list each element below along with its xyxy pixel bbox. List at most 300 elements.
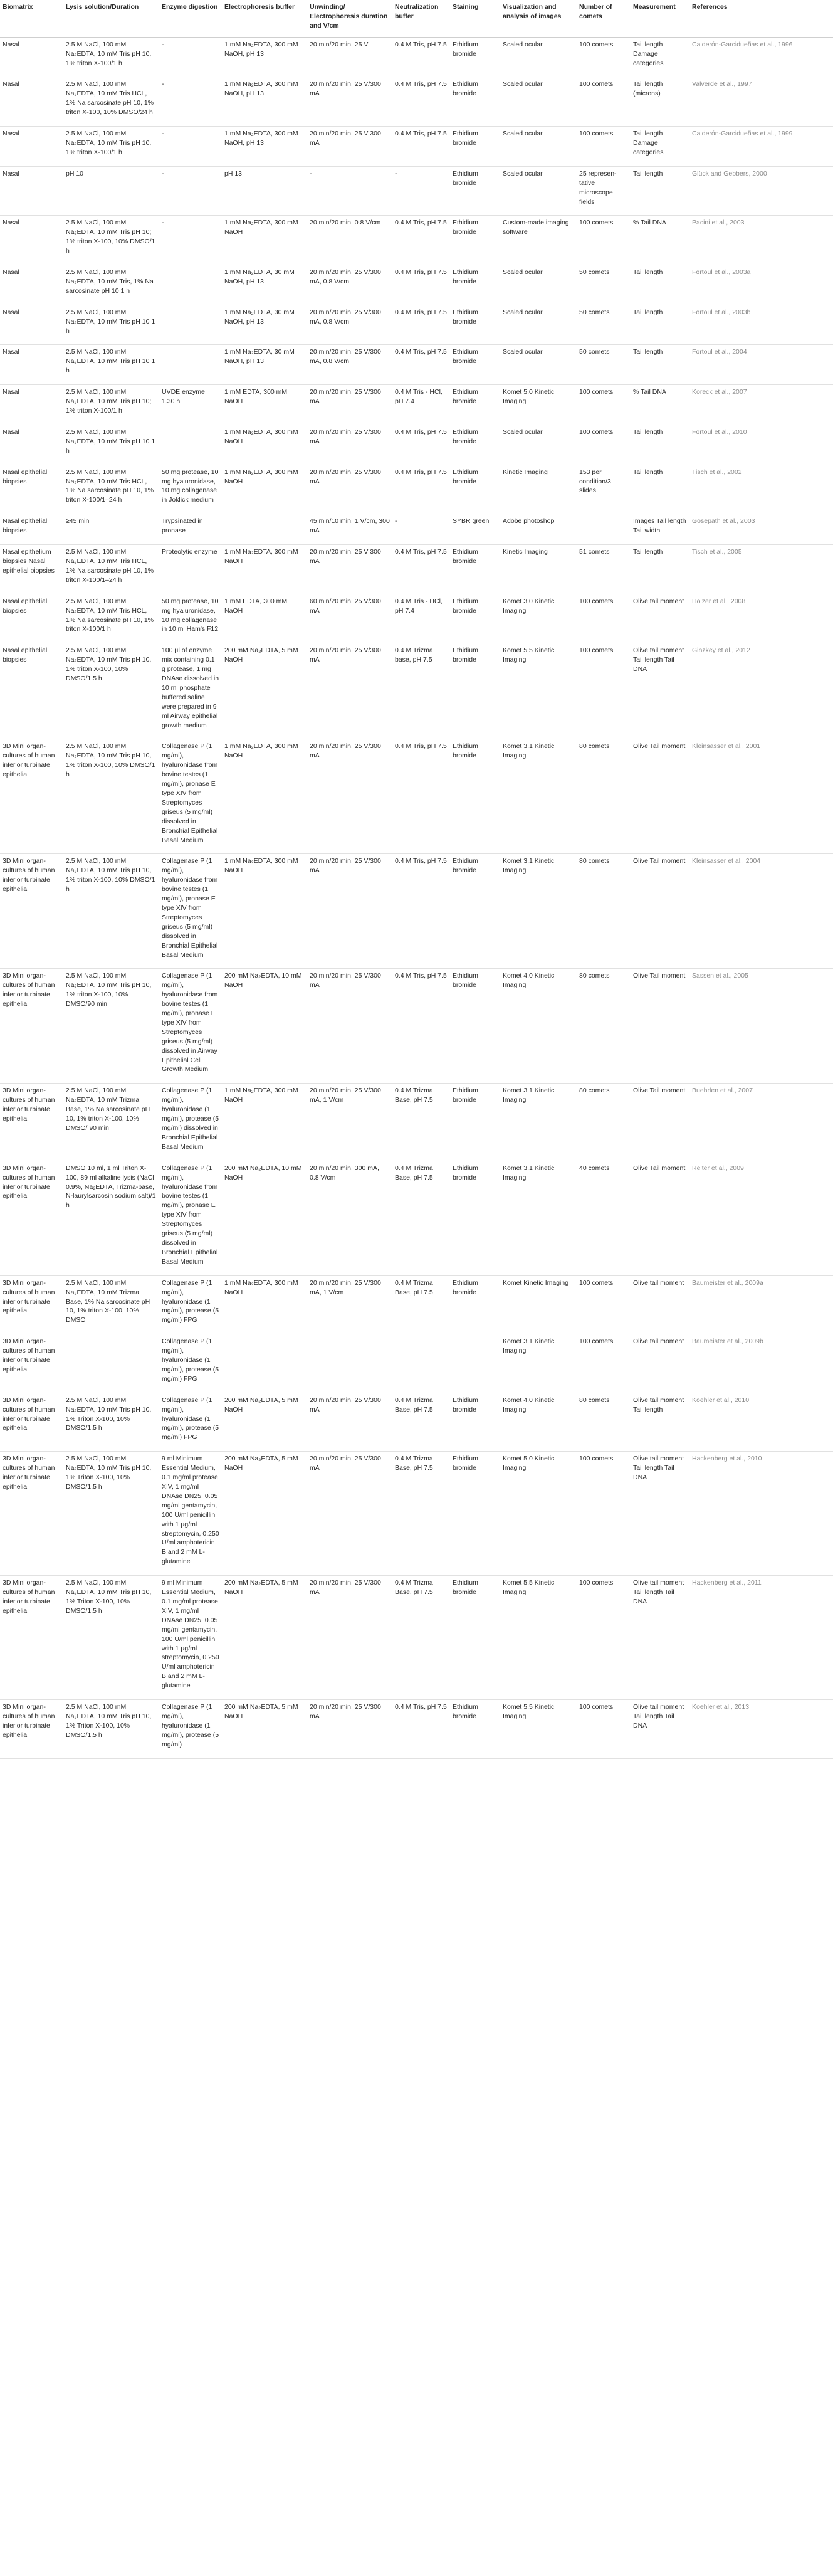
- cell-staining: Ethidium bromide: [450, 545, 500, 594]
- cell-lysis: 2.5 M NaCl, 100 mM Na₂EDTA, 10 mM Tris pH 10, 1% triton X-100/1 h: [63, 37, 159, 77]
- cell-measurement: % Tail DNA: [631, 385, 689, 425]
- cell-neutralization: [392, 1334, 450, 1393]
- cell-lysis: 2.5 M NaCl, 100 mM Na₂EDTA, 10 mM Tris pH 10, 1% Triton X-100, 10% DMSO/1.5 h: [63, 1700, 159, 1759]
- cell-biomatrix: Nasal: [0, 77, 63, 127]
- cell-enzyme: Collagenase P (1 mg/ml), hyaluronidase (1 mg/ml), protease (5 mg/ml) dissolved in Bronchial Epithelial Basal Medium: [159, 1084, 222, 1161]
- cell-enzyme: [159, 305, 222, 345]
- cell-comets: 50 comets: [577, 345, 631, 385]
- header-comets: Number of comets: [577, 0, 631, 37]
- cell-visualization: Scaled ocular: [500, 37, 577, 77]
- cell-electrophoresis-buffer: [222, 514, 307, 545]
- cell-enzyme: 9 ml Minimum Essential Medium, 0.1 mg/ml protease XIV, 1 mg/ml DNAse DN25, 0.05 mg/ml gentamycin, 100 U/ml penicillin with 1 µg/ml streptomycin, 0.250 U/ml amphotericin B and 2 mM L-glutamine: [159, 1452, 222, 1576]
- cell-staining: Ethidium bromide: [450, 345, 500, 385]
- cell-neutralization: -: [392, 514, 450, 545]
- cell-lysis: 2.5 M NaCl, 100 mM Na₂EDTA, 10 mM Tris HCL, 1% Na sarcosinate pH 10, 1% triton X-100/1–24 h: [63, 465, 159, 514]
- cell-unwinding: 20 min/20 min, 25 V/300 mA: [307, 465, 392, 514]
- cell-lysis: 2.5 M NaCl, 100 mM Na₂EDTA, 10 mM Tris pH 10, 1% Triton X-100, 10% DMSO/1.5 h: [63, 1393, 159, 1452]
- table-row: [0, 1161, 833, 1275]
- cell-enzyme: Collagenase P (1 mg/ml), hyaluronidase from bovine testes (1 mg/ml), pronase E type XIV from Streptomyces griseus (5 mg/ml) dissolved in Bronchial Epithelial Basal Medium: [159, 1161, 222, 1275]
- table-body: [0, 37, 833, 1758]
- table-row: [0, 739, 833, 854]
- cell-electrophoresis-buffer: 1 mM Na₂EDTA, 30 mM NaOH, pH 13: [222, 345, 307, 385]
- cell-comets: 80 comets: [577, 854, 631, 969]
- cell-comets: 153 per condition/3 slides: [577, 465, 631, 514]
- cell-biomatrix: Nasal: [0, 127, 63, 167]
- cell-unwinding: 20 min/20 min, 25 V/300 mA, 0.8 V/cm: [307, 345, 392, 385]
- cell-measurement: Olive Tail moment: [631, 854, 689, 969]
- cell-biomatrix: Nasal: [0, 425, 63, 465]
- cell-visualization: Komet 4.0 Kinetic Imaging: [500, 1393, 577, 1452]
- cell-electrophoresis-buffer: 200 mM Na₂EDTA, 5 mM NaOH: [222, 1452, 307, 1576]
- cell-enzyme: [159, 265, 222, 305]
- cell-electrophoresis-buffer: 1 mM Na₂EDTA, 300 mM NaOH: [222, 216, 307, 265]
- cell-electrophoresis-buffer: 1 mM Na₂EDTA, 300 mM NaOH, pH 13: [222, 37, 307, 77]
- cell-staining: Ethidium bromide: [450, 77, 500, 127]
- cell-reference: Glück and Gebbers, 2000: [689, 166, 833, 216]
- cell-enzyme: Trypsinated in pronase: [159, 514, 222, 545]
- cell-staining: Ethidium bromide: [450, 216, 500, 265]
- cell-lysis: 2.5 M NaCl, 100 mM Na₂EDTA, 10 mM Tris pH 10; 1% triton X-100, 10% DMSO/1 h: [63, 216, 159, 265]
- cell-reference: Fortoul et al., 2003b: [689, 305, 833, 345]
- cell-comets: 50 comets: [577, 305, 631, 345]
- cell-enzyme: Collagenase P (1 mg/ml), hyaluronidase (1 mg/ml), protease (5 mg/ml): [159, 1700, 222, 1759]
- cell-measurement: Olive tail moment: [631, 1334, 689, 1393]
- table-row: [0, 77, 833, 127]
- cell-comets: 100 comets: [577, 216, 631, 265]
- cell-unwinding: 20 min/20 min, 25 V/300 mA, 0.8 V/cm: [307, 265, 392, 305]
- cell-biomatrix: Nasal epithelial biopsies: [0, 514, 63, 545]
- table-row: [0, 465, 833, 514]
- cell-neutralization: 0.4 M Trizma base, pH 7.5: [392, 643, 450, 739]
- cell-staining: [450, 1334, 500, 1393]
- cell-visualization: Kinetic Imaging: [500, 465, 577, 514]
- cell-neutralization: 0.4 M Tris, pH 7.5: [392, 739, 450, 854]
- cell-comets: 100 comets: [577, 37, 631, 77]
- cell-unwinding: 20 min/20 min, 25 V/300 mA, 0.8 V/cm: [307, 305, 392, 345]
- header-neutralization: Neutralization buffer: [392, 0, 450, 37]
- cell-enzyme: 50 mg protease, 10 mg hyaluronidase, 10 mg collagenase in Joklick medium: [159, 465, 222, 514]
- cell-enzyme: -: [159, 37, 222, 77]
- cell-neutralization: 0.4 M Tris, pH 7.5: [392, 1700, 450, 1759]
- table-row: [0, 969, 833, 1084]
- cell-staining: Ethidium bromide: [450, 1452, 500, 1576]
- cell-neutralization: 0.4 M Tris, pH 7.5: [392, 425, 450, 465]
- cell-electrophoresis-buffer: 1 mM Na₂EDTA, 300 mM NaOH: [222, 465, 307, 514]
- cell-biomatrix: 3D Mini organ-cultures of human inferior turbinate epithelia: [0, 1452, 63, 1576]
- cell-staining: Ethidium bromide: [450, 1275, 500, 1334]
- cell-measurement: % Tail DNA: [631, 216, 689, 265]
- cell-biomatrix: Nasal epithelial biopsies: [0, 594, 63, 643]
- cell-unwinding: 20 min/20 min, 25 V/300 mA: [307, 425, 392, 465]
- cell-visualization: Komet Kinetic Imaging: [500, 1275, 577, 1334]
- cell-unwinding: 20 min/20 min, 25 V/300 mA: [307, 1576, 392, 1700]
- cell-neutralization: 0.4 M Trizma Base, pH 7.5: [392, 1161, 450, 1275]
- cell-measurement: Olive tail moment Tail length Tail DNA: [631, 1700, 689, 1759]
- table-row: [0, 1393, 833, 1452]
- cell-comets: 100 comets: [577, 77, 631, 127]
- cell-comets: 80 comets: [577, 1084, 631, 1161]
- cell-lysis: 2.5 M NaCl, 100 mM Na₂EDTA, 10 mM Tris pH 10 1 h: [63, 345, 159, 385]
- cell-electrophoresis-buffer: 1 mM EDTA, 300 mM NaOH: [222, 385, 307, 425]
- cell-measurement: Olive Tail moment: [631, 1084, 689, 1161]
- cell-biomatrix: Nasal epithelial biopsies: [0, 465, 63, 514]
- table-row: [0, 1084, 833, 1161]
- cell-enzyme: Collagenase P (1 mg/ml), hyaluronidase (1 mg/ml), protease (5 mg/ml) FPG: [159, 1393, 222, 1452]
- cell-reference: Valverde et al., 1997: [689, 77, 833, 127]
- cell-reference: Sassen et al., 2005: [689, 969, 833, 1084]
- cell-enzyme: Collagenase P (1 mg/ml), hyaluronidase (1 mg/ml), protease (5 mg/ml) FPG: [159, 1275, 222, 1334]
- cell-visualization: Custom-made imaging software: [500, 216, 577, 265]
- cell-neutralization: 0.4 M Trizma Base, pH 7.5: [392, 1393, 450, 1452]
- cell-biomatrix: Nasal epithelial biopsies: [0, 643, 63, 739]
- cell-lysis: 2.5 M NaCl, 100 mM Na₂EDTA, 10 mM Tris pH 10, 1% triton X-100, 10% DMSO/1 h: [63, 739, 159, 854]
- cell-neutralization: 0.4 M Trizma Base, pH 7.5: [392, 1084, 450, 1161]
- header-visualization: Visualization and analysis of images: [500, 0, 577, 37]
- cell-biomatrix: Nasal: [0, 265, 63, 305]
- cell-lysis: 2.5 M NaCl, 100 mM Na₂EDTA, 10 mM Tris HCL, 1% Na sarcosinate pH 10, 1% triton X-100, 10% DMSO/24 h: [63, 77, 159, 127]
- cell-biomatrix: 3D Mini organ-cultures of human inferior turbinate epithelia: [0, 1700, 63, 1759]
- cell-enzyme: UVDE enzyme 1.30 h: [159, 385, 222, 425]
- cell-electrophoresis-buffer: 1 mM Na₂EDTA, 300 mM NaOH: [222, 739, 307, 854]
- cell-biomatrix: 3D Mini organ-cultures of human inferior turbinate epithelia: [0, 1275, 63, 1334]
- cell-enzyme: Collagenase P (1 mg/ml), hyaluronidase from bovine testes (1 mg/ml), pronase E type XIV from Streptomyces griseus (5 mg/ml) dissolved in Bronchial Epithelial Basal Medium: [159, 739, 222, 854]
- cell-reference: Tisch et al., 2002: [689, 465, 833, 514]
- cell-reference: Calderón-Garcidueñas et al., 1996: [689, 37, 833, 77]
- cell-unwinding: 20 min/20 min, 25 V/300 mA: [307, 643, 392, 739]
- cell-reference: Fortoul et al., 2004: [689, 345, 833, 385]
- cell-lysis: ≥45 min: [63, 514, 159, 545]
- cell-measurement: Tail length Damage categories: [631, 127, 689, 167]
- cell-lysis: 2.5 M NaCl, 100 mM Na₂EDTA, 10 mM Tris pH 10, 1% triton X-100, 10% DMSO/1 h: [63, 854, 159, 969]
- cell-electrophoresis-buffer: 200 mM Na₂EDTA, 5 mM NaOH: [222, 1393, 307, 1452]
- cell-measurement: Tail length: [631, 166, 689, 216]
- cell-lysis: 2.5 M NaCl, 100 mM Na₂EDTA, 10 mM Tris pH 10, 1% Triton X-100, 10% DMSO/1.5 h: [63, 1576, 159, 1700]
- cell-unwinding: [307, 1334, 392, 1393]
- cell-unwinding: 20 min/20 min, 300 mA, 0.8 V/cm: [307, 1161, 392, 1275]
- cell-reference: Reiter et al., 2009: [689, 1161, 833, 1275]
- cell-staining: Ethidium bromide: [450, 969, 500, 1084]
- cell-measurement: Olive Tail moment: [631, 969, 689, 1084]
- cell-staining: Ethidium bromide: [450, 1700, 500, 1759]
- cell-neutralization: 0.4 M Tris, pH 7.5: [392, 37, 450, 77]
- cell-lysis: 2.5 M NaCl, 100 mM Na₂EDTA, 10 mM Trizma Base, 1% Na sarcosinate pH 10, 1% triton X-100, 10% DMSO/ 90 min: [63, 1084, 159, 1161]
- cell-neutralization: 0.4 M Tris, pH 7.5: [392, 545, 450, 594]
- table-row: [0, 1452, 833, 1576]
- cell-neutralization: 0.4 M Tris - HCl, pH 7.4: [392, 385, 450, 425]
- cell-staining: Ethidium bromide: [450, 385, 500, 425]
- cell-neutralization: 0.4 M Tris, pH 7.5: [392, 345, 450, 385]
- cell-staining: Ethidium bromide: [450, 1576, 500, 1700]
- cell-comets: 100 comets: [577, 1275, 631, 1334]
- cell-unwinding: 45 min/10 min, 1 V/cm, 300 mA: [307, 514, 392, 545]
- cell-measurement: Tail length (microns): [631, 77, 689, 127]
- cell-staining: Ethidium bromide: [450, 643, 500, 739]
- cell-neutralization: 0.4 M Tris, pH 7.5: [392, 216, 450, 265]
- cell-neutralization: -: [392, 166, 450, 216]
- cell-lysis: 2.5 M NaCl, 100 mM Na₂EDTA, 10 mM Tris HCL, 1% Na sarcosinate pH 10, 1% triton X-100/1 h: [63, 594, 159, 643]
- cell-visualization: Scaled ocular: [500, 127, 577, 167]
- cell-reference: Koreck et al., 2007: [689, 385, 833, 425]
- cell-measurement: Olive tail moment Tail length: [631, 1393, 689, 1452]
- cell-unwinding: 20 min/20 min, 25 V/300 mA: [307, 969, 392, 1084]
- cell-neutralization: 0.4 M Trizma Base, pH 7.5: [392, 1576, 450, 1700]
- cell-enzyme: 50 mg protease, 10 mg hyaluronidase, 10 mg collagenase in 10 ml Ham's F12: [159, 594, 222, 643]
- cell-enzyme: -: [159, 166, 222, 216]
- cell-measurement: Images Tail length Tail width: [631, 514, 689, 545]
- cell-biomatrix: 3D Mini organ-cultures of human inferior turbinate epithelia: [0, 854, 63, 969]
- cell-lysis: 2.5 M NaCl, 100 mM Na₂EDTA, 10 mM Tris pH 10, 1% triton X-100/1 h: [63, 127, 159, 167]
- table-row: [0, 385, 833, 425]
- cell-reference: Fortoul et al., 2003a: [689, 265, 833, 305]
- cell-visualization: Komet 5.5 Kinetic Imaging: [500, 643, 577, 739]
- cell-staining: SYBR green: [450, 514, 500, 545]
- cell-unwinding: 20 min/20 min, 25 V/300 mA: [307, 1393, 392, 1452]
- cell-unwinding: 20 min/20 min, 25 V/300 mA: [307, 77, 392, 127]
- table-row: [0, 425, 833, 465]
- cell-biomatrix: 3D Mini organ-cultures of human inferior turbinate epithelia: [0, 969, 63, 1084]
- cell-lysis: 2.5 M NaCl, 100 mM Na₂EDTA, 10 mM Tris pH 10 1 h: [63, 425, 159, 465]
- cell-biomatrix: 3D Mini organ-cultures of human inferior turbinate epithelia: [0, 1576, 63, 1700]
- cell-biomatrix: Nasal: [0, 345, 63, 385]
- cell-reference: Hölzer et al., 2008: [689, 594, 833, 643]
- cell-staining: Ethidium bromide: [450, 265, 500, 305]
- cell-electrophoresis-buffer: pH 13: [222, 166, 307, 216]
- cell-reference: Hackenberg et al., 2011: [689, 1576, 833, 1700]
- cell-visualization: Scaled ocular: [500, 305, 577, 345]
- cell-unwinding: 20 min/20 min, 0.8 V/cm: [307, 216, 392, 265]
- table-row: [0, 1576, 833, 1700]
- table-row: [0, 305, 833, 345]
- cell-reference: Koehler et al., 2010: [689, 1393, 833, 1452]
- cell-measurement: Olive tail moment: [631, 594, 689, 643]
- cell-unwinding: 20 min/20 min, 25 V: [307, 37, 392, 77]
- cell-visualization: Adobe photoshop: [500, 514, 577, 545]
- cell-visualization: Komet 5.5 Kinetic Imaging: [500, 1700, 577, 1759]
- cell-electrophoresis-buffer: 200 mM Na₂EDTA, 5 mM NaOH: [222, 1700, 307, 1759]
- cell-visualization: Komet 5.5 Kinetic Imaging: [500, 1576, 577, 1700]
- cell-enzyme: [159, 425, 222, 465]
- cell-reference: Buehrlen et al., 2007: [689, 1084, 833, 1161]
- cell-visualization: Scaled ocular: [500, 265, 577, 305]
- cell-visualization: Komet 3.1 Kinetic Imaging: [500, 1161, 577, 1275]
- cell-staining: Ethidium bromide: [450, 854, 500, 969]
- cell-staining: Ethidium bromide: [450, 37, 500, 77]
- cell-measurement: Tail length: [631, 305, 689, 345]
- cell-reference: Gosepath et al., 2003: [689, 514, 833, 545]
- cell-visualization: Kinetic Imaging: [500, 545, 577, 594]
- cell-staining: Ethidium bromide: [450, 305, 500, 345]
- cell-comets: 80 comets: [577, 969, 631, 1084]
- header-unwinding: Unwinding/ Electrophoresis duration and V/cm: [307, 0, 392, 37]
- cell-unwinding: 20 min/20 min, 25 V/300 mA: [307, 739, 392, 854]
- cell-neutralization: 0.4 M Trizma Base, pH 7.5: [392, 1275, 450, 1334]
- cell-enzyme: -: [159, 127, 222, 167]
- cell-unwinding: 20 min/20 min, 25 V/300 mA, 1 V/cm: [307, 1275, 392, 1334]
- cell-measurement: Olive tail moment Tail length Tail DNA: [631, 1452, 689, 1576]
- cell-comets: 100 comets: [577, 1452, 631, 1576]
- cell-comets: 100 comets: [577, 127, 631, 167]
- cell-neutralization: 0.4 M Tris, pH 7.5: [392, 127, 450, 167]
- cell-electrophoresis-buffer: 200 mM Na₂EDTA, 10 mM NaOH: [222, 1161, 307, 1275]
- cell-staining: Ethidium bromide: [450, 594, 500, 643]
- cell-visualization: Scaled ocular: [500, 425, 577, 465]
- cell-biomatrix: Nasal: [0, 385, 63, 425]
- cell-measurement: Tail length: [631, 345, 689, 385]
- cell-comets: 100 comets: [577, 425, 631, 465]
- cell-visualization: Scaled ocular: [500, 166, 577, 216]
- cell-enzyme: Proteolytic enzyme: [159, 545, 222, 594]
- header-enzyme: Enzyme digestion: [159, 0, 222, 37]
- cell-visualization: Komet 5.0 Kinetic Imaging: [500, 1452, 577, 1576]
- table-row: [0, 643, 833, 739]
- cell-visualization: Komet 3.1 Kinetic Imaging: [500, 1334, 577, 1393]
- cell-unwinding: 60 min/20 min, 25 V/300 mA: [307, 594, 392, 643]
- cell-lysis: 2.5 M NaCl, 100 mM Na₂EDTA, 10 mM Tris pH 10, 1% Triton X-100, 10% DMSO/1.5 h: [63, 1452, 159, 1576]
- cell-lysis: 2.5 M NaCl, 100 mM Na₂EDTA, 10 mM Tris HCL, 1% Na sarcosinate pH 10, 1% triton X-100/1–24 h: [63, 545, 159, 594]
- cell-reference: Ginzkey et al., 2012: [689, 643, 833, 739]
- cell-measurement: Olive Tail moment: [631, 739, 689, 854]
- cell-comets: 50 comets: [577, 265, 631, 305]
- header-biomatrix: Biomatrix: [0, 0, 63, 37]
- cell-biomatrix: 3D Mini organ-cultures of human inferior turbinate epithelia: [0, 1084, 63, 1161]
- cell-neutralization: 0.4 M Tris, pH 7.5: [392, 265, 450, 305]
- cell-lysis: [63, 1334, 159, 1393]
- table-row: [0, 545, 833, 594]
- cell-comets: 100 comets: [577, 594, 631, 643]
- cell-comets: 100 comets: [577, 643, 631, 739]
- header-lysis: Lysis solution/Duration: [63, 0, 159, 37]
- cell-electrophoresis-buffer: 1 mM Na₂EDTA, 300 mM NaOH, pH 13: [222, 77, 307, 127]
- cell-unwinding: 20 min/20 min, 25 V/300 mA: [307, 1700, 392, 1759]
- cell-comets: 51 comets: [577, 545, 631, 594]
- cell-unwinding: 20 min/20 min, 25 V/300 mA, 1 V/cm: [307, 1084, 392, 1161]
- cell-measurement: Tail length: [631, 425, 689, 465]
- cell-comets: 40 comets: [577, 1161, 631, 1275]
- cell-reference: Fortoul et al., 2010: [689, 425, 833, 465]
- cell-biomatrix: 3D Mini organ-cultures of human inferior turbinate epithelia: [0, 739, 63, 854]
- cell-electrophoresis-buffer: 200 mM Na₂EDTA, 10 mM NaOH: [222, 969, 307, 1084]
- header-reference: References: [689, 0, 833, 37]
- cell-visualization: Komet 3.1 Kinetic Imaging: [500, 854, 577, 969]
- cell-lysis: 2.5 M NaCl, 100 mM Na₂EDTA, 10 mM Tris pH 10, 1% triton X-100, 10% DMSO/1.5 h: [63, 643, 159, 739]
- cell-enzyme: [159, 345, 222, 385]
- cell-comets: 25 represen-tative microscope fields: [577, 166, 631, 216]
- cell-visualization: Komet 3.1 Kinetic Imaging: [500, 1084, 577, 1161]
- cell-electrophoresis-buffer: 1 mM Na₂EDTA, 300 mM NaOH: [222, 1084, 307, 1161]
- cell-electrophoresis-buffer: 200 mM Na₂EDTA, 5 mM NaOH: [222, 1576, 307, 1700]
- cell-biomatrix: Nasal: [0, 37, 63, 77]
- table-header-row: [0, 0, 833, 37]
- cell-lysis: pH 10: [63, 166, 159, 216]
- cell-electrophoresis-buffer: 1 mM Na₂EDTA, 300 mM NaOH: [222, 854, 307, 969]
- table-row: [0, 854, 833, 969]
- cell-electrophoresis-buffer: 200 mM Na₂EDTA, 5 mM NaOH: [222, 643, 307, 739]
- cell-lysis: 2.5 M NaCl, 100 mM Na₂EDTA, 10 mM Tris, 1% Na sarcosinate pH 10 1 h: [63, 265, 159, 305]
- cell-comets: 100 comets: [577, 1576, 631, 1700]
- cell-visualization: Komet 3.0 Kinetic Imaging: [500, 594, 577, 643]
- cell-unwinding: 20 min/20 min, 25 V 300 mA: [307, 127, 392, 167]
- cell-neutralization: 0.4 M Tris, pH 7.5: [392, 465, 450, 514]
- cell-neutralization: 0.4 M Tris, pH 7.5: [392, 77, 450, 127]
- cell-lysis: 2.5 M NaCl, 100 mM Na₂EDTA, 10 mM Tris pH 10 1 h: [63, 305, 159, 345]
- cell-comets: 80 comets: [577, 739, 631, 854]
- cell-neutralization: 0.4 M Tris, pH 7.5: [392, 969, 450, 1084]
- cell-staining: Ethidium bromide: [450, 465, 500, 514]
- cell-enzyme: Collagenase P (1 mg/ml), hyaluronidase (1 mg/ml), protease (5 mg/ml) FPG: [159, 1334, 222, 1393]
- cell-reference: Hackenberg et al., 2010: [689, 1452, 833, 1576]
- cell-lysis: 2.5 M NaCl, 100 mM Na₂EDTA, 10 mM Tris pH 10, 1% triton X-100, 10% DMSO/90 min: [63, 969, 159, 1084]
- cell-electrophoresis-buffer: 1 mM Na₂EDTA, 300 mM NaOH: [222, 545, 307, 594]
- cell-enzyme: -: [159, 77, 222, 127]
- cell-electrophoresis-buffer: 1 mM Na₂EDTA, 30 mM NaOH, pH 13: [222, 265, 307, 305]
- table-row: [0, 1700, 833, 1759]
- cell-electrophoresis-buffer: 1 mM Na₂EDTA, 300 mM NaOH, pH 13: [222, 127, 307, 167]
- table-row: [0, 1334, 833, 1393]
- cell-staining: Ethidium bromide: [450, 1084, 500, 1161]
- cell-biomatrix: 3D Mini organ-cultures of human inferior turbinate epithelia: [0, 1393, 63, 1452]
- cell-neutralization: 0.4 M Tris, pH 7.5: [392, 854, 450, 969]
- table-row: [0, 594, 833, 643]
- table-row: [0, 166, 833, 216]
- cell-measurement: Olive tail moment: [631, 1275, 689, 1334]
- cell-enzyme: Collagenase P (1 mg/ml), hyaluronidase from bovine testes (1 mg/ml), pronase E type XIV from Streptomyces griseus (5 mg/ml) dissolved in Bronchial Epithelial Basal Medium: [159, 854, 222, 969]
- cell-comets: [577, 514, 631, 545]
- cell-lysis: DMSO 10 ml, 1 ml Triton X-100, 89 ml alkaline lysis (NaCl 0.9%, Na₂EDTA, Trizma-base, N-laurylsarcosin sodium salt)/1 h: [63, 1161, 159, 1275]
- cell-staining: Ethidium bromide: [450, 166, 500, 216]
- cell-visualization: Komet 4.0 Kinetic Imaging: [500, 969, 577, 1084]
- cell-unwinding: 20 min/20 min, 25 V 300 mA: [307, 545, 392, 594]
- cell-comets: 100 comets: [577, 385, 631, 425]
- cell-reference: Koehler et al., 2013: [689, 1700, 833, 1759]
- cell-reference: Kleinsasser et al., 2004: [689, 854, 833, 969]
- cell-reference: Kleinsasser et al., 2001: [689, 739, 833, 854]
- cell-comets: 100 comets: [577, 1334, 631, 1393]
- cell-staining: Ethidium bromide: [450, 739, 500, 854]
- cell-electrophoresis-buffer: [222, 1334, 307, 1393]
- header-electrophoresis-buffer: Electrophoresis buffer: [222, 0, 307, 37]
- cell-neutralization: 0.4 M Tris, pH 7.5: [392, 305, 450, 345]
- cell-comets: 80 comets: [577, 1393, 631, 1452]
- cell-staining: Ethidium bromide: [450, 127, 500, 167]
- cell-visualization: Scaled ocular: [500, 77, 577, 127]
- cell-reference: Baumeister et al., 2009b: [689, 1334, 833, 1393]
- table-row: [0, 1275, 833, 1334]
- cell-measurement: Olive Tail moment: [631, 1161, 689, 1275]
- cell-staining: Ethidium bromide: [450, 1393, 500, 1452]
- cell-enzyme: -: [159, 216, 222, 265]
- cell-measurement: Olive tail moment Tail length Tail DNA: [631, 643, 689, 739]
- cell-measurement: Olive tail moment Tail length Tail DNA: [631, 1576, 689, 1700]
- cell-biomatrix: 3D Mini organ-cultures of human inferior turbinate epithelia: [0, 1161, 63, 1275]
- cell-unwinding: 20 min/20 min, 25 V/300 mA: [307, 385, 392, 425]
- table-row: [0, 514, 833, 545]
- cell-neutralization: 0.4 M Trizma Base, pH 7.5: [392, 1452, 450, 1576]
- cell-visualization: Komet 3.1 Kinetic Imaging: [500, 739, 577, 854]
- cell-neutralization: 0.4 M Tris - HCl, pH 7.4: [392, 594, 450, 643]
- cell-biomatrix: Nasal: [0, 166, 63, 216]
- cell-unwinding: 20 min/20 min, 25 V/300 mA: [307, 854, 392, 969]
- cell-biomatrix: 3D Mini organ-cultures of human inferior turbinate epithelia: [0, 1334, 63, 1393]
- cell-electrophoresis-buffer: 1 mM Na₂EDTA, 30 mM NaOH, pH 13: [222, 305, 307, 345]
- cell-lysis: 2.5 M NaCl, 100 mM Na₂EDTA, 10 mM Tris pH 10; 1% triton X-100/1 h: [63, 385, 159, 425]
- cell-enzyme: Collagenase P (1 mg/ml), hyaluronidase from bovine testes (1 mg/ml), pronase E type XIV from Streptomyces griseus (5 mg/ml) dissolved in Airway Epithelial Cell Growth Medium: [159, 969, 222, 1084]
- cell-electrophoresis-buffer: 1 mM EDTA, 300 mM NaOH: [222, 594, 307, 643]
- cell-measurement: Tail length: [631, 545, 689, 594]
- header-staining: Staining: [450, 0, 500, 37]
- cell-visualization: Komet 5.0 Kinetic Imaging: [500, 385, 577, 425]
- cell-electrophoresis-buffer: 1 mM Na₂EDTA, 300 mM NaOH: [222, 1275, 307, 1334]
- cell-measurement: Tail length: [631, 265, 689, 305]
